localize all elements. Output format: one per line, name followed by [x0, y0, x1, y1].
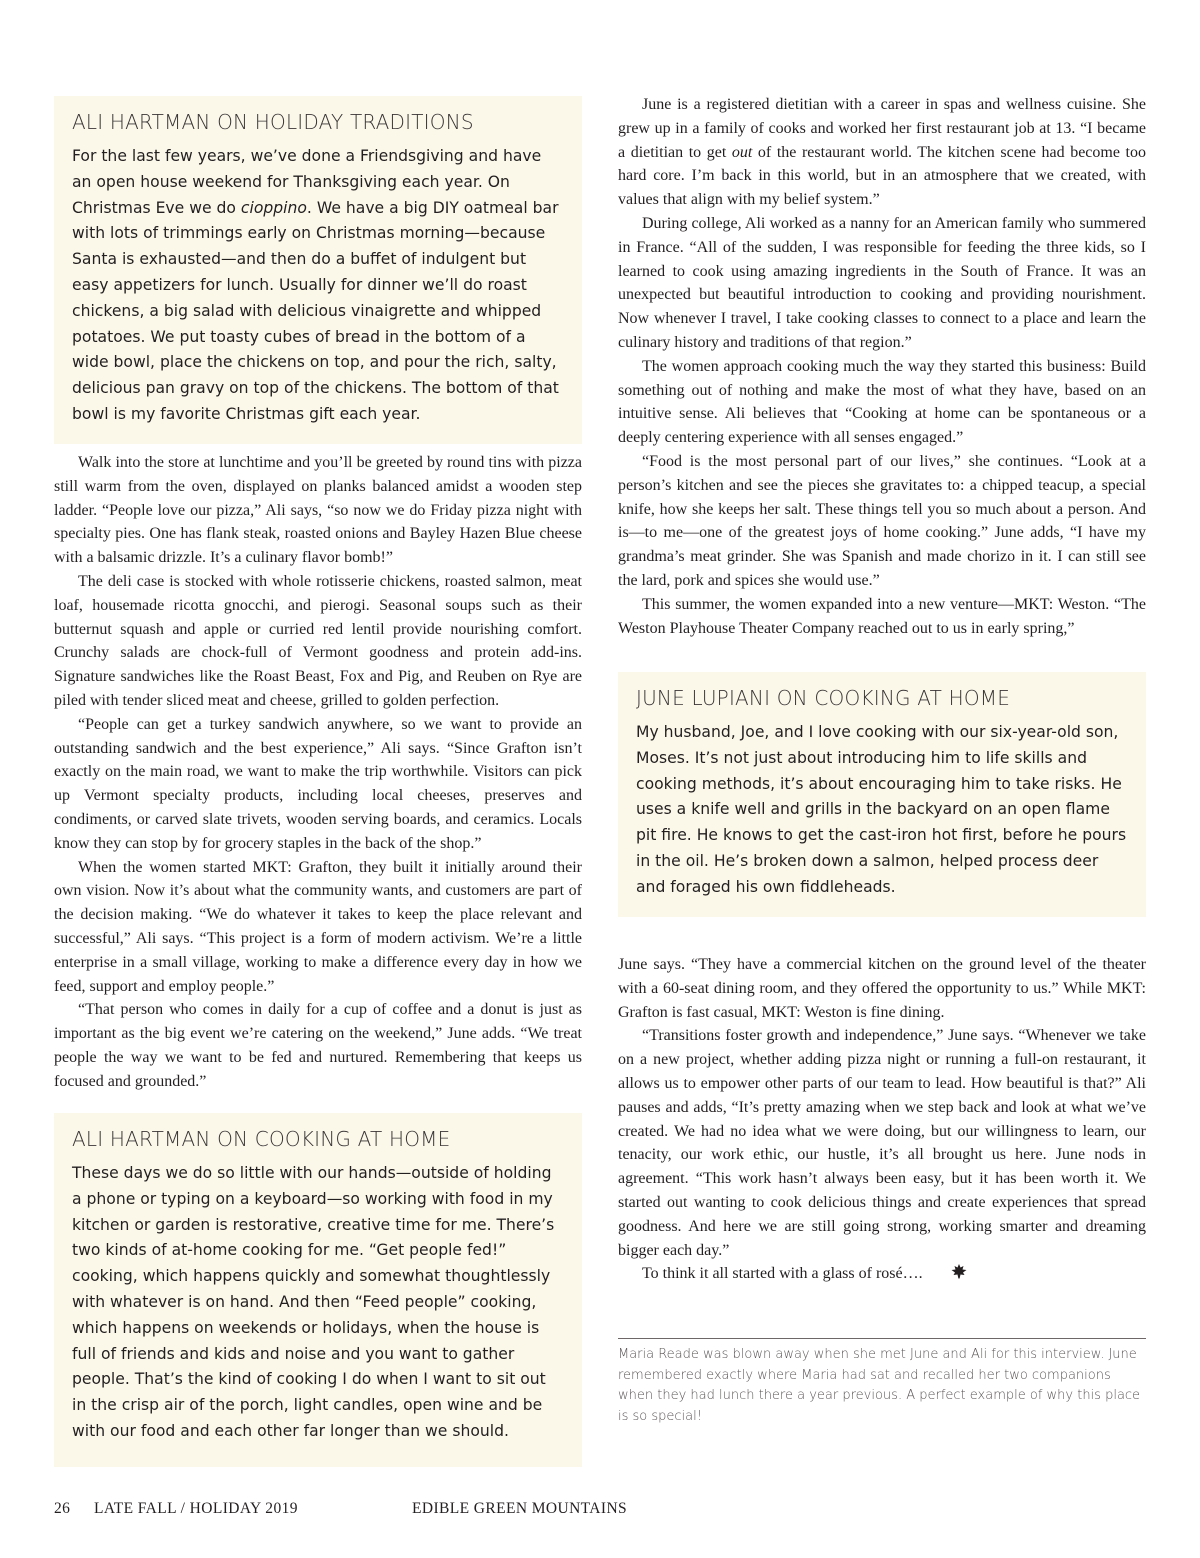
- page-number: 26: [54, 1500, 71, 1517]
- article-paragraph: During college, Ali worked as a nanny for an American family who summered in France. “All of the sudden, I was responsible for feeding the three kids, so I learned to cook using amazing ingredients in the South of France. It was an unexpected but beautiful introduction to cooking and providing nourishment. Now whenever I travel, I take cooking classes to connect to a place and learn the culinary history and traditions of that region.”: [618, 214, 1146, 351]
- sidebar-title: ALI HARTMAN ON COOKING AT HOME: [72, 1127, 451, 1151]
- sidebar-title: JUNE LUPIANI ON COOKING AT HOME: [636, 686, 1011, 710]
- sidebar-body: My husband, Joe, and I love cooking with our six-year-old son, Moses. It’s not just about introducing him to life skills and cooking methods, it’s about encouraging him to take risks. He uses a knife well and grills in the backyard on an open flame pit fire. He knows to get the cast-iron hot first, before he pours in the oil. He’s broken down a salmon, helped process deer and foraged his own fiddleheads.: [636, 723, 1127, 896]
- bio-divider: [618, 1338, 1146, 1339]
- leaf-icon: [927, 1263, 943, 1278]
- article-paragraph: The deli case is stocked with whole rotisserie chickens, roasted salmon, meat loaf, housemade ricotta gnocchi, and pierogi. Seasonal soups such as their butternut squash and apple or curried red lentil provide nourishing comfort. Crunchy salads are chock-full of Vermont goodness and protein add-ins. Signature sandwiches like the Roast Beast, Fox and Pig, and Reuben on Rye are piled with tender sliced meat and cheese, grilled to golden perfection.: [54, 572, 582, 709]
- page-footer: [54, 1500, 627, 1518]
- article-paragraph: “That person who comes in daily for a cup of coffee and a donut is just as important as the big event we’re catering on the weekend,” June adds. “We treat people the way we want to be fed and nurtured. Remembering that keeps us focused and grounded.”: [54, 1001, 582, 1090]
- sidebar-ali-cooking: [54, 1113, 582, 1467]
- sidebar-title: ALI HARTMAN ON HOLIDAY TRADITIONS: [72, 110, 474, 134]
- article-paragraph: Walk into the store at lunchtime and you’ll be greeted by round tins with pizza still warm from the oven, displayed on planks balanced amidst a wooden step ladder. “People love our pizza,” Ali says, “so now we do Friday pizza night with specialty pies. One has flank steak, roasted onions and Bayley Hazen Blue cheese with a balsamic drizzle. It’s a culinary flavor bomb!”: [54, 454, 582, 567]
- sidebar-holiday-traditions: [54, 96, 582, 444]
- issue-label: LATE FALL / HOLIDAY 2019: [94, 1500, 298, 1517]
- sidebar-body: For the last few years, we’ve done a Friendsgiving and have an open house weekend for Thanksgiving each year. On Christmas Eve we do cioppino. We have a big DIY oatmeal bar with lots of trimmings early on Christmas morning—because Santa is exhausted—and then do a buffet of indulgent but easy appetizers for lunch. Usually for dinner we’ll do roast chickens, a big salad with delicious vinaigrette and whipped potatoes. We put toasty cubes of bread in the bottom of a wide bowl, place the chickens on top, and pour the rich, salty, delicious pan gravy on top of the chickens. The bottom of that bowl is my favorite Christmas gift each year.: [72, 147, 559, 423]
- article-paragraph: “Food is the most personal part of our lives,” she continues. “Look at a person’s kitchen and see the pieces she gravitates to: a chipped teacup, a special knife, how she keeps her salt. These things tell you so much about a person. And is—to me—one of the greatest joys of home cooking.” June adds, “I have my grandma’s meat grinder. She was Spanish and made chorizo in it. I can still see the lard, pork and spices she would use.”: [618, 452, 1146, 589]
- article-paragraph: “Transitions foster growth and independence,” June says. “Whenever we take on a new project, whether adding pizza night or running a full-on restaurant, it allows us to empower other parts of our team to lead. How beautiful is that?” Ali pauses and adds, “It’s pretty amazing when we step back and look at what we’ve created. We had no idea what we were doing, but our willingness to learn, our tenacity, our work ethic, our hustle, it’s all brought us here. June nods in agreement. “This work hasn’t always been easy, but it has been worth it. We started out wanting to cook delicious things and create experiences that spread goodness. And here we are still going strong, working smarter and dreaming bigger each day.”: [618, 1027, 1146, 1259]
- sidebar-june-cooking: [618, 672, 1146, 917]
- article-right-column-top: [618, 93, 1146, 640]
- article-paragraph: This summer, the women expanded into a new venture—MKT: Weston. “The Weston Playhouse Theater Company reached out to us in early spring,”: [618, 595, 1146, 637]
- article-paragraph: “People can get a turkey sandwich anywhere, so we want to provide an outstanding sandwich and the best experience,” Ali says. “Since Grafton isn’t exactly on the main road, we want to make the trip worthwhile. Visitors can pick up Vermont specialty products, including local cheeses, preserves and condiments, or carved slate trivets, wooden serving boards, and ceramics. Locals know they can stop by for grocery staples in the back of the shop.”: [54, 715, 582, 852]
- article-paragraph: When the women started MKT: Grafton, they built it initially around their own vision. Now it’s about what the community wants, and customers are part of the decision making. “We do whatever it takes to keep the place relevant and successful,” Ali says. “This project is a form of modern activism. We’re a little enterprise in a small village, working to make a difference every day in how we feed, support and employ people.”: [54, 858, 582, 995]
- article-paragraph: To think it all started with a glass of rosé….: [618, 1262, 1146, 1286]
- article-paragraph: The women approach cooking much the way they started this business: Build something out of nothing and make the most of what they have, based on an intuitive sense. Ali believes that “Cooking at home can be spontaneous or a deeply centering experience with all senses engaged.”: [618, 357, 1146, 447]
- article-right-column-bottom: [618, 953, 1146, 1286]
- article-paragraph: June is a registered dietitian with a career in spas and wellness cuisine. She grew up in a family of cooks and worked her first restaurant job at 13. “I became a dietitian to get out of the restaurant world. The kitchen scene had become too hard core. I’m back in this world, but in an atmosphere that we created, with values that align with my belief system.”: [618, 96, 1146, 209]
- article-paragraph: June says. “They have a commercial kitchen on the ground level of the theater with a 60-seat dining room, and they offered the opportunity to us.” While MKT: Grafton is fast casual, MKT: Weston is fine dining.: [618, 956, 1146, 1021]
- article-left-column: [54, 451, 582, 1094]
- magazine-name: EDIBLE GREEN MOUNTAINS: [412, 1500, 628, 1517]
- sidebar-body: These days we do so little with our hands—outside of holding a phone or typing on a keyboard—so working with food in my kitchen or garden is restorative, creative time for me. There’s two kinds of at-home cooking for me. “Get people fed!” cooking, which happens quickly and somewhat thoughtlessly with whatever is on hand. And then “Feed people” cooking, which happens on weekends or holidays, when the house is full of friends and kids and noise and you want to gather people. That’s the kind of cooking I do when I want to sit out in the crisp air of the porch, light candles, open wine and be with our food and each other far longer than we should.: [72, 1164, 555, 1440]
- author-bio: Maria Reade was blown away when she met June and Ali for this interview. June remembered exactly where Maria had sat and recalled her two companions when they had lunch there a year previous. A perfect example of why this place is so special!: [618, 1347, 1141, 1424]
